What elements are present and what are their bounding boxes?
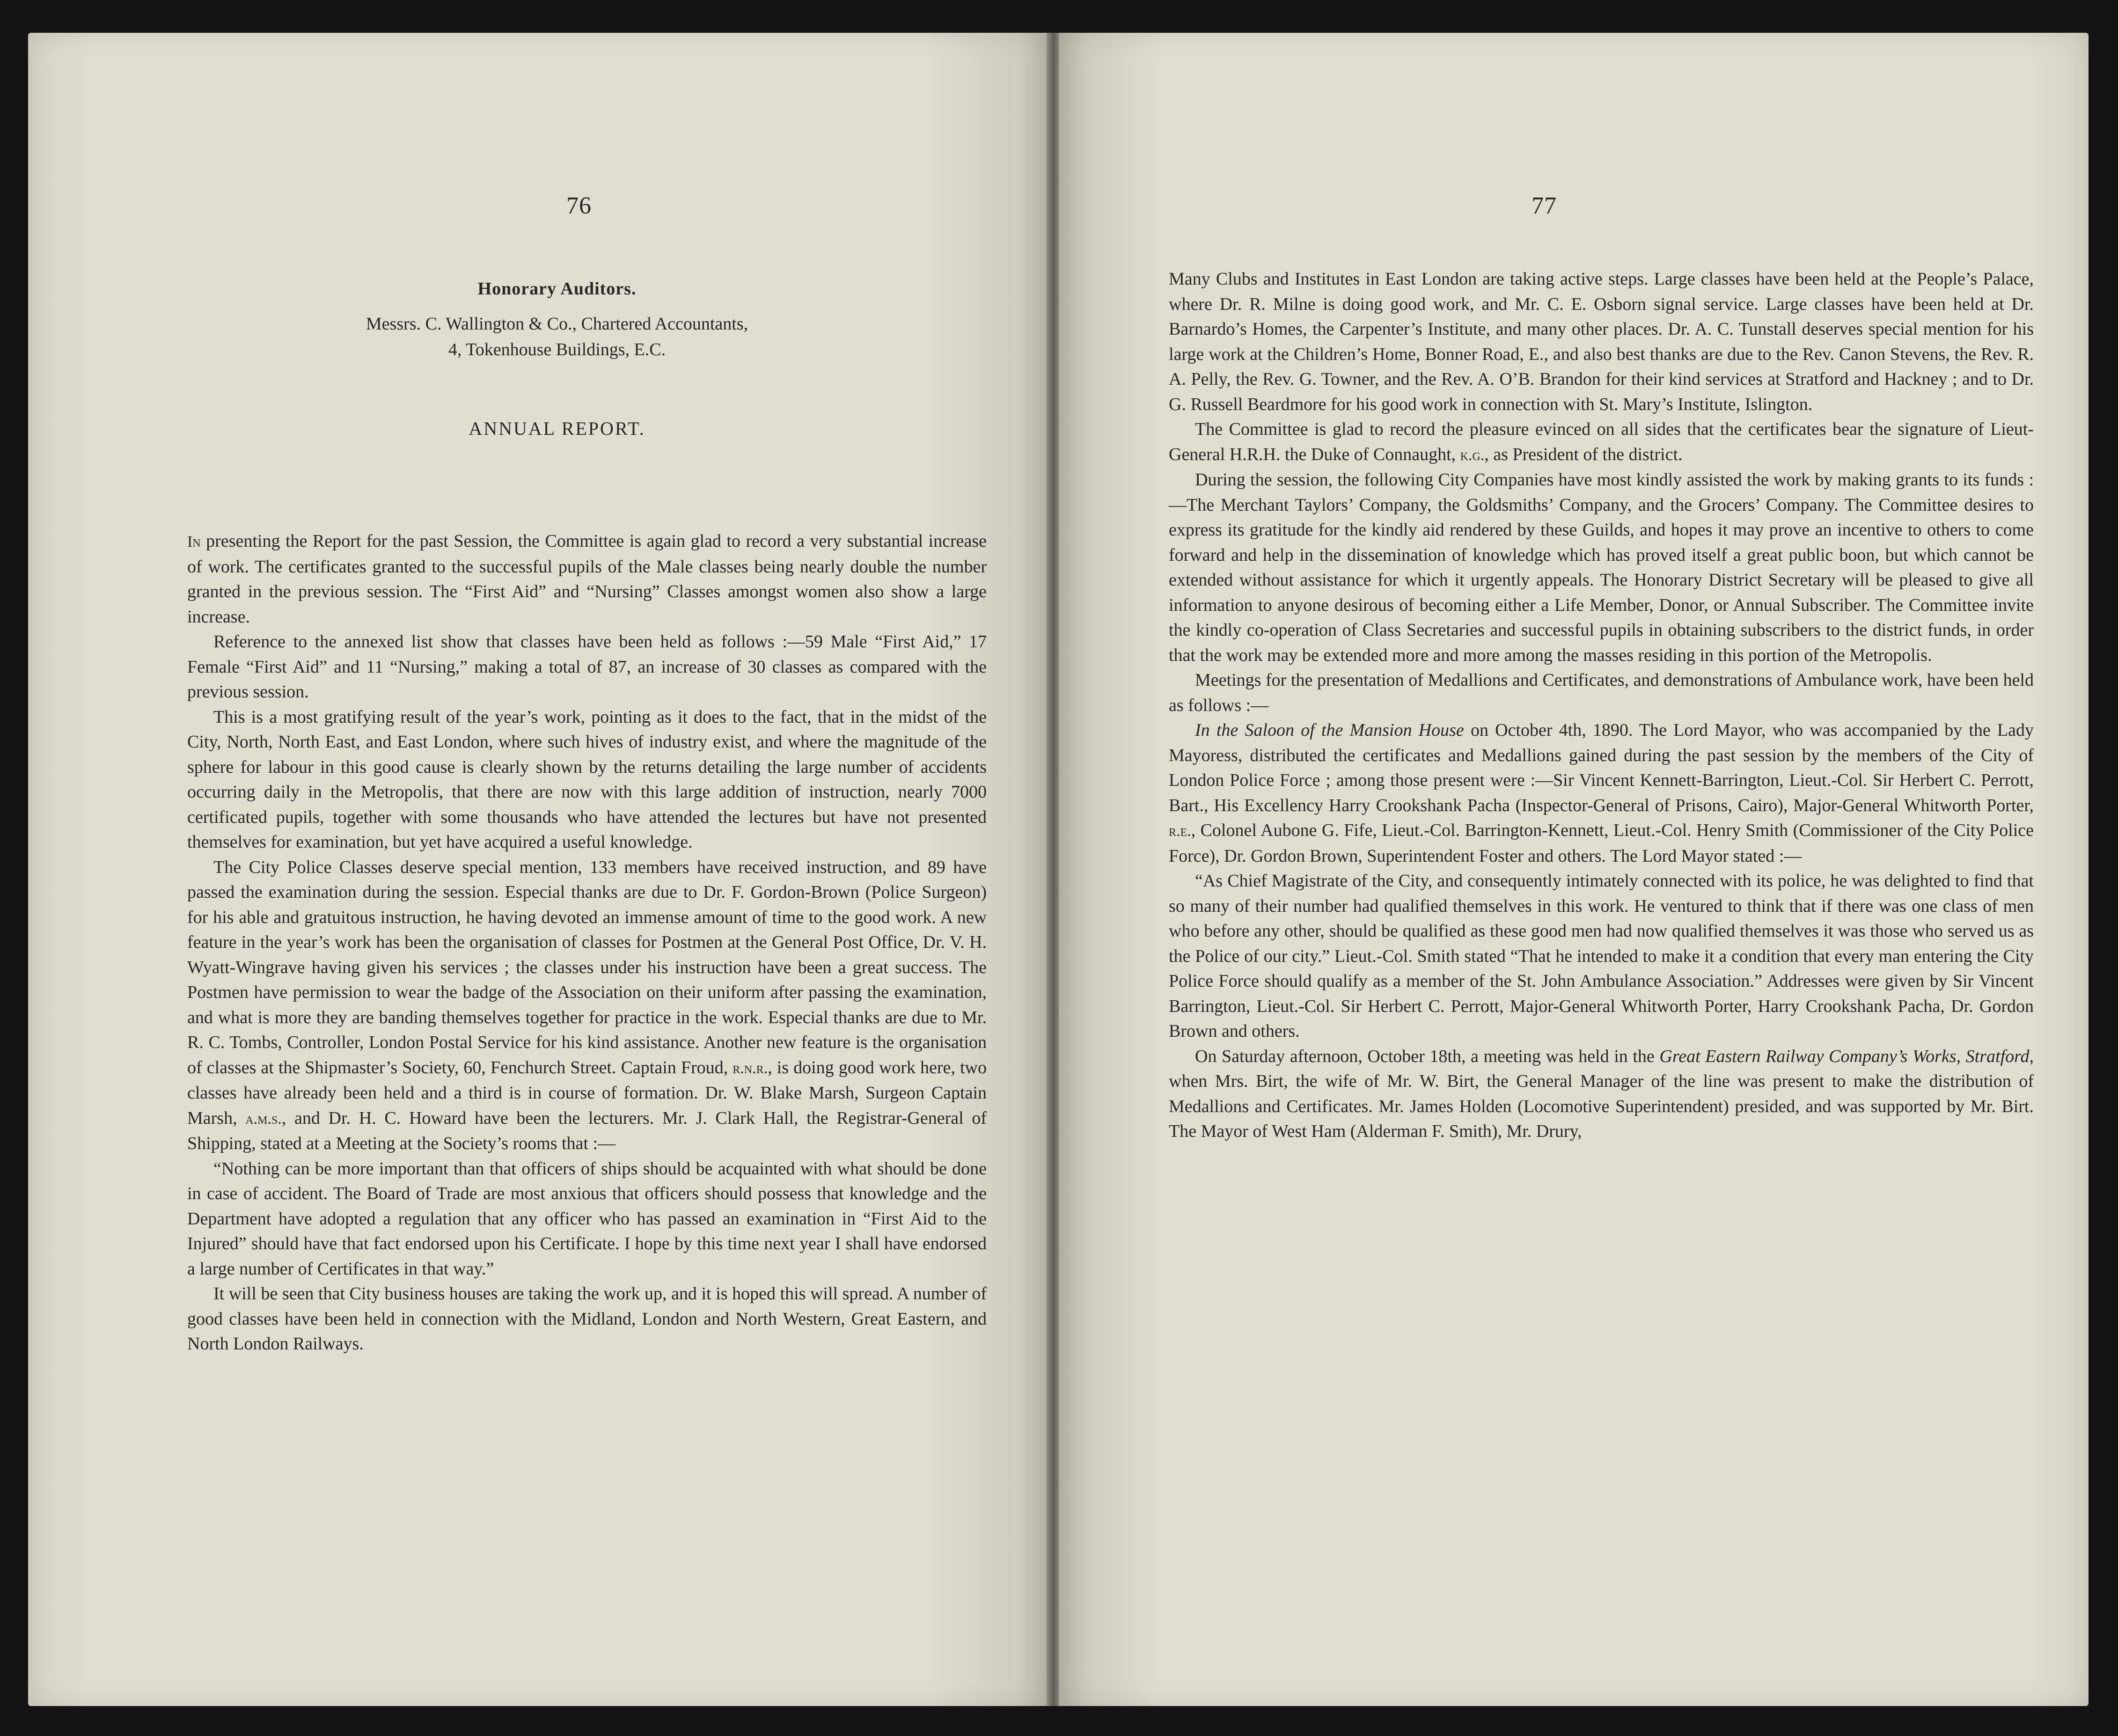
auditors-address-line: 4, Tokenhouse Buildings, E.C. <box>448 340 666 359</box>
abbreviation: a.m.s. <box>245 1110 282 1128</box>
right-page <box>1059 33 2089 1706</box>
auditors-address-line: Messrs. C. Wallington & Co., Chartered Accountants, <box>366 314 748 334</box>
paragraph: This is a most gratifying result of the year’s work, pointing as it does to the fact, that in the midst of the City, North, North East, and East London, where such hives of industry exist, and where the magnitude of the sphere for labour in this good cause is clearly shown by the returns detailing the large number of accidents occurring daily in the Metropolis, that there are now with this large addition of instruction, nearly 7000 certificated pupils, together with some thousands who have attended the lectures but have not presented themselves for examination, but yet have acquired a useful knowledge. <box>187 707 987 852</box>
right-body-text <box>1169 267 2034 1144</box>
paragraph: Many Clubs and Institutes in East London are taking active steps. Large classes have been held at the People’s Palace, where Dr. R. Milne is doing good work, and Mr. C. E. Osborn signal service. Large classes have been held at Dr. Barnardo’s Homes, the Carpenter’s Institute, and many other places. Dr. A. C. Tunstall deserves special mention for his large work at the Children’s Home, Bonner Road, E., and also best thanks are due to the Rev. Canon Stevens, the Rev. R. A. Pelly, the Rev. G. Towner, and the Rev. A. O’B. Brandon for their kind services at Stratford and Hackney ; and to Dr. G. Russell Beardmore for his good work in connection with St. Mary’s Institute, Islington. <box>1169 269 2034 414</box>
paragraph-text: on October 4th, 1890. The Lord Mayor, who was accompanied by the Lady Mayoress, distributed the certificates and Medallions gained during the past session by the members of the City of London Police Force ; among those present were :—Sir Vincent Kennett-Barrington, Lieut.-Col. Sir Herbert C. Perrott, Bart., His Excellency Harry Crookshank Pacha (Inspector-General of Prisons, Cairo), Major-General Whitworth Porter, <box>1169 720 2034 815</box>
paragraph-text: The Committee is glad to record the pleasure evinced on all sides that the certificates bear the signature of Lieut-General H.R.H. the Duke of Connaught, <box>1169 419 2034 464</box>
paragraph: During the session, the following City Companies have most kindly assisted the work by making grants to its funds :—The Merchant Taylors’ Company, the Goldsmiths’ Company, and the Grocers’ Company. The Committee desires to express its gratitude for the kindly aid rendered by these Guilds, and hopes it may prove an incentive to others to come forward and help in the dissemination of knowledge which has proved itself a great public boon, but which cannot be extended without assistance for which it urgently appeals. The Honorary District Secretary will be pleased to give all information to anyone desirous of becoming either a Life Member, Donor, or Annual Subscriber. The Committee invite the kindly co-operation of Class Secretaries and successful pupils in obtaining subscribers to the district funds, in order that the work may be extended more and more among the masses residing in this portion of the Metropolis. <box>1169 470 2034 665</box>
paragraph: Reference to the annexed list show that classes have been held as follows :—59 Male “First Aid,” 17 Female “First Aid” and 11 “Nursing,” making a total of 87, an increase of 30 classes as compared with the previous session. <box>187 632 987 702</box>
paragraph <box>1169 417 2034 468</box>
paragraph: It will be seen that City business houses are taking the work up, and it is hoped this will spread. A number of good classes have been held in connection with the Midland, London and North Western, Great Eastern, and North London Railways. <box>187 1284 987 1354</box>
paragraph: “Nothing can be more important than that officers of ships should be acquainted with what should be done in case of accident. The Board of Trade are most anxious that officers should possess that knowledge and the Department have adopted a regulation that any officer who has passed an examination in “First Aid to the Injured” should have that fact endorsed upon his Certificate. I hope by this time next year I shall have endorsed a large number of Certificates in that way.” <box>187 1158 987 1279</box>
paragraph-text: , and Dr. H. C. Howard have been the lecturers. Mr. J. Clark Hall, the Registrar-General of Shipping, stated at a Meeting at the Society’s rooms that :— <box>187 1108 987 1153</box>
auditors-heading: Honorary Auditors. <box>477 279 637 299</box>
paragraph: Meetings for the presentation of Medallions and Certificates, and demonstrations of Ambulance work, have been held as follows :— <box>1169 670 2034 715</box>
italic-venue: Great Eastern Railway Company’s Works, Stratford, <box>1659 1046 2034 1066</box>
page-number: 77 <box>1532 192 1557 219</box>
abbreviation: r.n.r. <box>733 1059 768 1077</box>
paragraph-text: , Colonel Aubone G. Fife, Lieut.-Col. Barrington-Kennett, Lieut.-Col. Henry Smith (Commissioner of the City Police Force), Dr. Gordon Brown, Superintendent Foster and others. The Lord Mayor stated :— <box>1169 820 2034 866</box>
paragraph-text: On Saturday afternoon, October 18th, a meeting was held in the <box>1195 1046 1660 1066</box>
italic-venue: In the Saloon of the Mansion House <box>1195 720 1464 740</box>
drop-word: In <box>187 533 201 550</box>
report-title: ANNUAL REPORT. <box>469 418 645 439</box>
left-body-text <box>187 529 987 1357</box>
paragraph <box>187 855 987 1157</box>
paragraph-text: , is doing good work here, two classes have already been held and a third is in course of formation. Dr. W. Blake Marsh, Surgeon Captain Marsh, <box>187 1057 987 1128</box>
paragraph-text: The City Police Classes deserve special mention, 133 members have received instruction, and 89 have passed the examination during the session. Especial thanks are due to Dr. F. Gordon-Brown (Police Surgeon) for his able and gratuitous instruction, he having devoted an immense amount of time to the good work. A new feature in the year’s work has been the organisation of classes for Postmen at the General Post Office, Dr. V. H. Wyatt-Wingrave having given his services ; the classes under his instruction have been a great success. The Postmen have permission to wear the badge of the Association on their uniform after passing the examination, and what is more they are banding themselves together for practice in the work. Especial thanks are due to Mr. R. C. Tombs, Controller, London Postal Service for his kind assistance. Another new feature is the organisation of classes at the Shipmaster’s Society, 60, Fenchurch Street. Captain Froud, <box>187 857 987 1077</box>
paragraph: “As Chief Magistrate of the City, and consequently intimately connected with its police, he was delighted to find that so many of their number had qualified themselves in this work. He ventured to think that if there was one class of men who before any other, should be qualified as these good men had now qualified themselves it was those who served us as the Police of our city.” Lieut.-Col. Smith stated “That he intended to make it a condition that every man entering the City Police Force should qualify as a member of the St. John Ambulance Association.” Addresses were given by Sir Vincent Barrington, Lieut.-Col. Sir Herbert C. Perrott, Major-General Whitworth Porter, Harry Crookshank Pacha, Dr. Gordon Brown and others. <box>1169 871 2034 1041</box>
paragraph-text: when Mrs. Birt, the wife of Mr. W. Birt, the General Manager of the line was present to make the distribution of Medallions and Certificates. Mr. James Holden (Locomotive Superintendent) presided, and was supported by Mr. Birt. The Mayor of West Ham (Alderman F. Smith), Mr. Drury, <box>1169 1071 2034 1141</box>
paragraph-text: presenting the Report for the past Session, the Committee is again glad to record a very substantial increase of work. The certificates granted to the successful pupils of the Male classes being nearly double the number granted in the previous session. The “First Aid” and “Nursing” Classes amongst women also show a large increase. <box>187 531 987 627</box>
abbreviation: k.g. <box>1460 446 1485 464</box>
left-page <box>28 33 1048 1706</box>
paragraph <box>1169 718 2034 869</box>
page-number: 76 <box>566 192 592 219</box>
abbreviation: r.e. <box>1169 822 1191 840</box>
paragraph-text: , as President of the district. <box>1484 444 1683 464</box>
paragraph <box>187 529 987 630</box>
paragraph <box>1169 1044 2034 1144</box>
